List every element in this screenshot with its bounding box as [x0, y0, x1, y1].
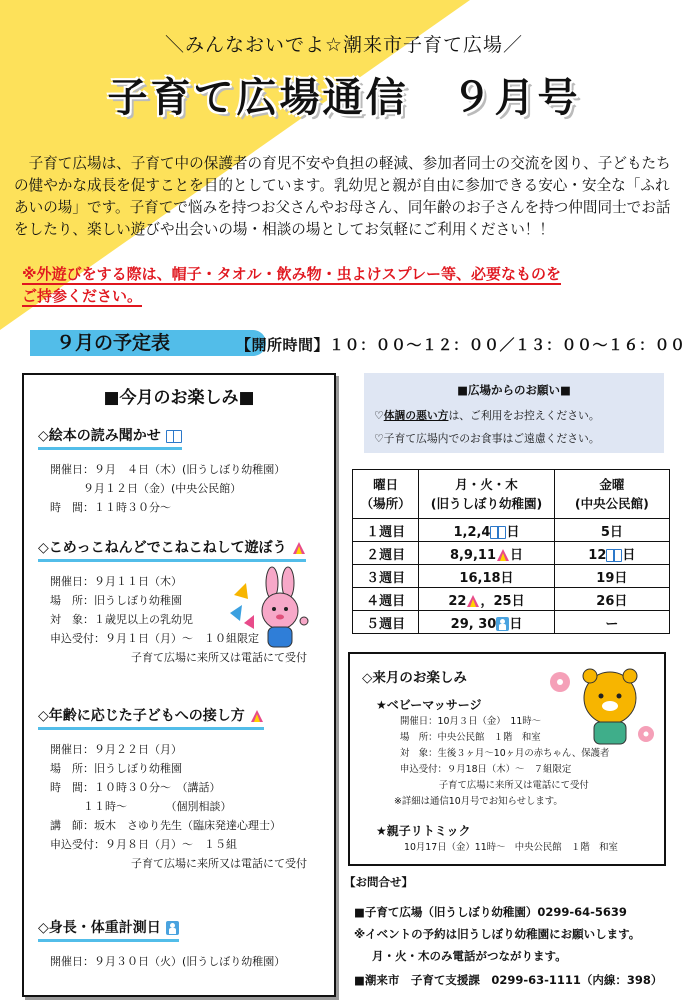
- contact-line: ■潮来市 子育て支援課 0299-63-1111（内線：398）: [354, 973, 663, 987]
- calendar-week-label: ３週目: [353, 565, 419, 588]
- calendar-cell: 26日: [554, 588, 669, 611]
- event-measurement: [38, 917, 328, 971]
- calendar-row-week3: [353, 565, 670, 588]
- next-month-title: ◇来月のお楽しみ: [362, 670, 467, 686]
- request-emphasis: 体調の悪い方: [383, 409, 449, 422]
- event-line: 子育て広場に来所又は電話にて受付: [98, 857, 307, 870]
- intro-text: 子育て広場は、子育て中の保護者の育児不安や負担の軽減、参加者同士の交流を図り、子どもたちの健やかな成長を促すことを目的としています。乳幼児と親が自由に参加できる安心・安全な「ふれあいの場」です。子育てで悩みを持つお父さんやお母さん、同年齢のお子さんを持つ仲間同士でお話をしたり、楽しい遊びや出会いの場・相談の場としてお気軽にご利用ください！！: [14, 155, 671, 238]
- event-line: 開催日：９月３０日（火）(旧うしぼり幼稚園）: [50, 955, 286, 968]
- event-line: 開催日：９月 ４日（木）(旧うしぼり幼稚園）: [50, 463, 286, 476]
- event-title: ◇絵本の読み聞かせ: [38, 428, 161, 444]
- next-event-line: 対 象：生後３ヶ月～10ヶ月の赤ちゃん、保護者: [400, 748, 610, 759]
- calendar-cell: 29, 30 日: [419, 611, 554, 634]
- calendar-cell: ー: [554, 611, 669, 634]
- calendar-week-label: １週目: [353, 519, 419, 542]
- warning-line-2: ご持参ください。: [22, 287, 143, 305]
- calendar-cell: 5日: [554, 519, 669, 542]
- event-line: １１時～ （個別相談）: [50, 800, 232, 813]
- monthly-calendar: [352, 469, 670, 634]
- next-event-line: 申込受付：９月18日（木）～ ７組限定: [400, 764, 572, 775]
- calendar-week-label: ４週目: [353, 588, 419, 611]
- event-line: ９月１２日（金）(中央公民館）: [50, 482, 242, 495]
- event-line: 申込受付：９月１日（月）～ １０組限定: [50, 632, 259, 645]
- event-line: 場 所：旧うしぼり幼稚園: [50, 762, 182, 775]
- calendar-header-row: [353, 470, 670, 519]
- this-month-events: [22, 373, 336, 997]
- heart-bullet: ♡: [374, 409, 384, 422]
- contact-line: ■子育て広場（旧うしぼり幼稚園）0299-64-5639: [354, 905, 627, 919]
- warning-line-1: ※外遊びをする際は、帽子・タオル・飲み物・虫よけスプレー等、必要なものを: [22, 265, 561, 283]
- request-line-1: [374, 408, 600, 423]
- calendar-header-fri: 金曜 (中央公民館): [554, 470, 669, 519]
- subtitle: ＼みんなおいでよ☆潮来市子育て広場／: [164, 34, 524, 56]
- calendar-row-week4: [353, 588, 670, 611]
- calendar-cell: 8,9,11 日: [419, 542, 554, 565]
- contact-line: 月・火・木のみ電話がつながります。: [372, 949, 567, 963]
- calendar-header-mon-tue-thu: 月・火・木 (旧うしぼり幼稚園): [419, 470, 554, 519]
- request-line-1-text: は、ご利用をお控えください。: [448, 409, 600, 422]
- event-line: 対 象：１歳児以上の乳幼児: [50, 613, 193, 626]
- calendar-header-week: 曜日 （場所）: [353, 470, 419, 519]
- event-line: 開催日：９月１１日（木）: [50, 575, 182, 588]
- event-line: 時 間：１１時３０分～: [50, 501, 171, 514]
- event-title: ◇年齢に応じた子どもへの接し方: [38, 708, 245, 724]
- person-icon: [496, 617, 509, 631]
- rabbit-illustration: [224, 565, 324, 655]
- request-title: ■広場からのお願い■: [457, 383, 571, 397]
- request-line-2: ♡子育て広場内でのお食事はご遠慮ください。: [374, 432, 600, 445]
- event-title: ◇こめっこねんどでこねこねして遊ぼう: [38, 540, 287, 556]
- events-title: ■今月のお楽しみ■: [103, 388, 255, 408]
- tent-icon: [292, 541, 306, 555]
- request-notice: [364, 373, 664, 453]
- tent-icon: [466, 594, 480, 608]
- calendar-week-label: ２週目: [353, 542, 419, 565]
- warning-note: [22, 263, 672, 307]
- tent-icon: [496, 548, 510, 562]
- schedule-heading: ９月の予定表: [30, 330, 266, 356]
- event-line: 講 師：坂木 さゆり先生（臨床発達心理士）: [50, 819, 281, 832]
- calendar-cell: 12 日: [554, 542, 669, 565]
- calendar-row-week2: [353, 542, 670, 565]
- event-line: 時 間：１０時３０分～ （講話）: [50, 781, 221, 794]
- baby-massage-title: ★ベビーマッサージ: [376, 698, 482, 712]
- event-line: 開催日：９月２２日（月）: [50, 743, 182, 756]
- next-event-line: ※詳細は通信10月号でお知らせします。: [394, 796, 563, 807]
- page-title: 子育て広場通信 ９月号: [107, 75, 581, 121]
- person-icon: [166, 921, 179, 935]
- event-line: 申込受付：９月８日（月）～ １５組: [50, 838, 237, 851]
- event-picture-book: [38, 425, 328, 517]
- contact-line: ※イベントの予約は旧うしぼり幼稚園にお願いします。: [354, 927, 641, 941]
- event-title: ◇身長・体重計測日: [38, 920, 161, 936]
- contact-title: 【お問合せ】: [344, 875, 413, 889]
- tiger-illustration: [546, 660, 656, 750]
- calendar-cell: 19日: [554, 565, 669, 588]
- book-icon: [166, 430, 182, 443]
- book-icon: [490, 526, 506, 539]
- event-line: 場 所：旧うしぼり幼稚園: [50, 594, 182, 607]
- opening-hours: 【開所時間】１０：００～１２：００／１３：００～１６：００: [236, 336, 686, 354]
- next-event-line: 場 所：中央公民館 １階 和室: [400, 732, 541, 743]
- event-parenting-talk: [38, 705, 328, 873]
- intro-paragraph: [14, 153, 678, 241]
- calendar-cell: 22 ，25日: [419, 588, 554, 611]
- calendar-row-week1: [353, 519, 670, 542]
- next-event-line: 開催日：10月３日（金） 11時～: [400, 716, 542, 727]
- calendar-week-label: ５週目: [353, 611, 419, 634]
- next-month-events: [348, 652, 666, 866]
- calendar-row-week5: [353, 611, 670, 634]
- rhythmic-title: ★親子リトミック: [376, 824, 471, 838]
- calendar-cell: 1,2,4 日: [419, 519, 554, 542]
- next-event-line: 子育て広場に来所又は電話にて受付: [420, 780, 589, 791]
- book-icon: [606, 549, 622, 562]
- event-line: 子育て広場に来所又は電話にて受付: [98, 651, 307, 664]
- calendar-cell: 16,18日: [419, 565, 554, 588]
- tent-icon: [250, 709, 264, 723]
- next-event-line: 10月17日（金）11時～ 中央公民館 １階 和室: [404, 842, 618, 853]
